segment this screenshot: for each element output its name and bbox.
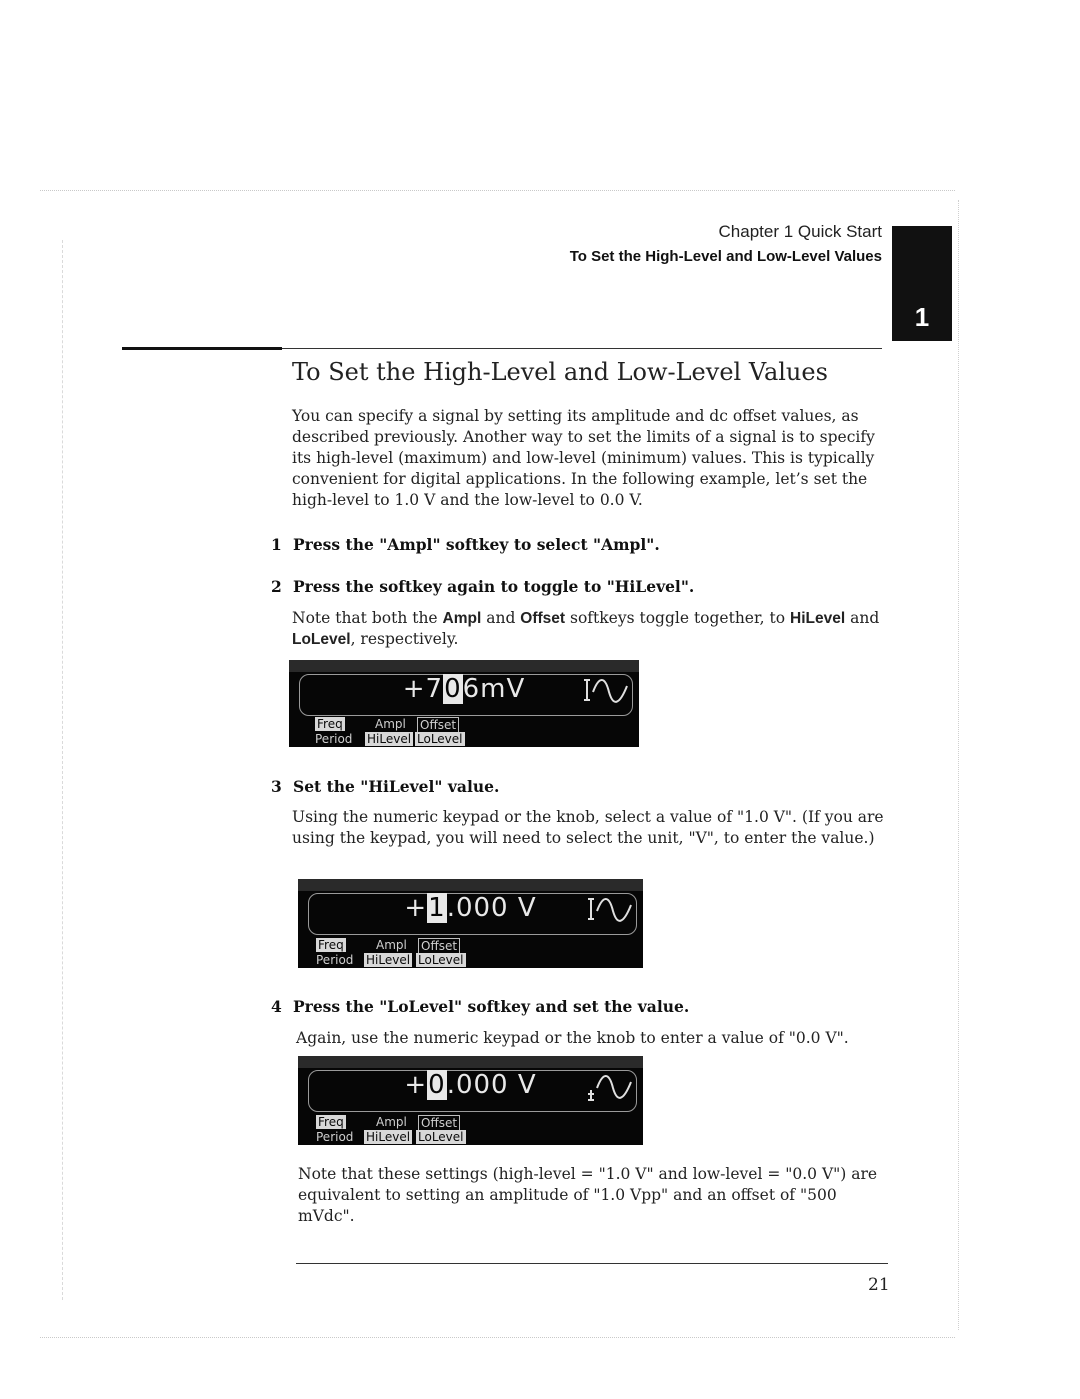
- sine-wave-icon: [583, 674, 629, 708]
- chapter-tab-number: 1: [914, 302, 930, 332]
- intro-paragraph: You can specify a signal by setting its amplitude and dc offset values, as described previously. Another way to set the limits of a signal is to specify its high-level (maximum) and low-level (minimum) values. This is typically convenient for digital applications. In the following example, let’s set the high-level to 1.0 V and the low-level to 0.0 V.: [292, 407, 875, 509]
- softkey-freq: Freq: [318, 1115, 344, 1129]
- key-hilevel: HiLevel: [790, 610, 846, 627]
- softkey-offset: Offset: [418, 938, 460, 954]
- key-offset: Offset: [520, 610, 566, 627]
- softkey-ampl: Ampl: [375, 717, 406, 731]
- softkey-period: Period: [315, 732, 353, 746]
- step-1: [271, 535, 660, 554]
- chapter-header: Chapter 1 Quick Start: [718, 222, 882, 241]
- step-number: 4: [271, 997, 282, 1016]
- right-dotted-border: [958, 200, 959, 1330]
- step-number: 3: [271, 777, 282, 796]
- bottom-dotted-border: [40, 1337, 955, 1338]
- lcd-display-1: [289, 660, 639, 747]
- digit-cursor: 1: [428, 893, 446, 923]
- step-number: 1: [271, 535, 282, 554]
- display-reading: +0.000 V: [404, 1070, 537, 1100]
- digit-cursor: 0: [428, 1070, 446, 1100]
- step-3-detail: Using the numeric keypad or the knob, select a value of "1.0 V". (If you are using the keypad, you will need to select the unit, "V", to enter the value.): [292, 808, 884, 847]
- title-rule-thick: [122, 347, 282, 350]
- step-number: 2: [271, 577, 282, 596]
- page-number: 21: [868, 1275, 890, 1295]
- sine-wave-icon: [587, 1070, 633, 1104]
- footer-rule: [296, 1263, 888, 1264]
- softkey-offset: Offset: [418, 1115, 460, 1131]
- step-2: [271, 577, 694, 596]
- softkey-hilevel: HiLevel: [367, 732, 412, 746]
- key-ampl: Ampl: [442, 610, 482, 627]
- softkey-freq: Freq: [317, 717, 343, 731]
- sine-wave-icon: [587, 893, 633, 927]
- digit-cursor: 0: [444, 674, 462, 704]
- softkey-ampl: Ampl: [376, 1115, 407, 1129]
- lcd-display-3: [298, 1056, 643, 1145]
- chapter-tab: [892, 226, 952, 341]
- step-4-detail: Again, use the numeric keypad or the knob to enter a value of "0.0 V".: [296, 1029, 849, 1047]
- step-text: Press the "LoLevel" softkey and set the value.: [293, 997, 690, 1016]
- step-text: Set the "HiLevel" value.: [293, 777, 500, 796]
- title-rule-thin: [282, 348, 882, 349]
- key-lolevel: LoLevel: [292, 631, 351, 648]
- closing-note: Note that these settings (high-level = "1.0 V" and low-level = "0.0 V") are equivalent to setting an amplitude of "1.0 Vpp" and an offset of "500 mVdc".: [298, 1165, 878, 1225]
- softkey-lolevel: LoLevel: [418, 1130, 464, 1144]
- binding-marks: [48, 240, 63, 1300]
- lcd-display-2: [298, 879, 643, 968]
- display-reading: +706mV: [402, 674, 526, 704]
- section-header: To Set the High-Level and Low-Level Values: [569, 248, 882, 265]
- display-reading: +1.000 V: [404, 893, 537, 923]
- top-dotted-border: [40, 190, 955, 191]
- softkey-offset: Offset: [417, 717, 459, 733]
- step-text: Press the "Ampl" softkey to select "Ampl".: [293, 535, 660, 554]
- step-text: Press the softkey again to toggle to "HiLevel".: [293, 577, 695, 596]
- softkey-ampl: Ampl: [376, 938, 407, 952]
- softkey-freq: Freq: [318, 938, 344, 952]
- softkey-hilevel: HiLevel: [366, 953, 411, 967]
- step-3: [271, 777, 499, 796]
- softkey-lolevel: LoLevel: [417, 732, 463, 746]
- toggle-note: Note that both the Ampl and Offset softkeys toggle together, to HiLevel and LoLevel, respectively.: [292, 609, 880, 648]
- page-title: To Set the High-Level and Low-Level Values: [292, 358, 828, 386]
- softkey-lolevel: LoLevel: [418, 953, 464, 967]
- step-4: [271, 997, 689, 1016]
- softkey-hilevel: HiLevel: [366, 1130, 411, 1144]
- softkey-period: Period: [316, 1130, 354, 1144]
- softkey-period: Period: [316, 953, 354, 967]
